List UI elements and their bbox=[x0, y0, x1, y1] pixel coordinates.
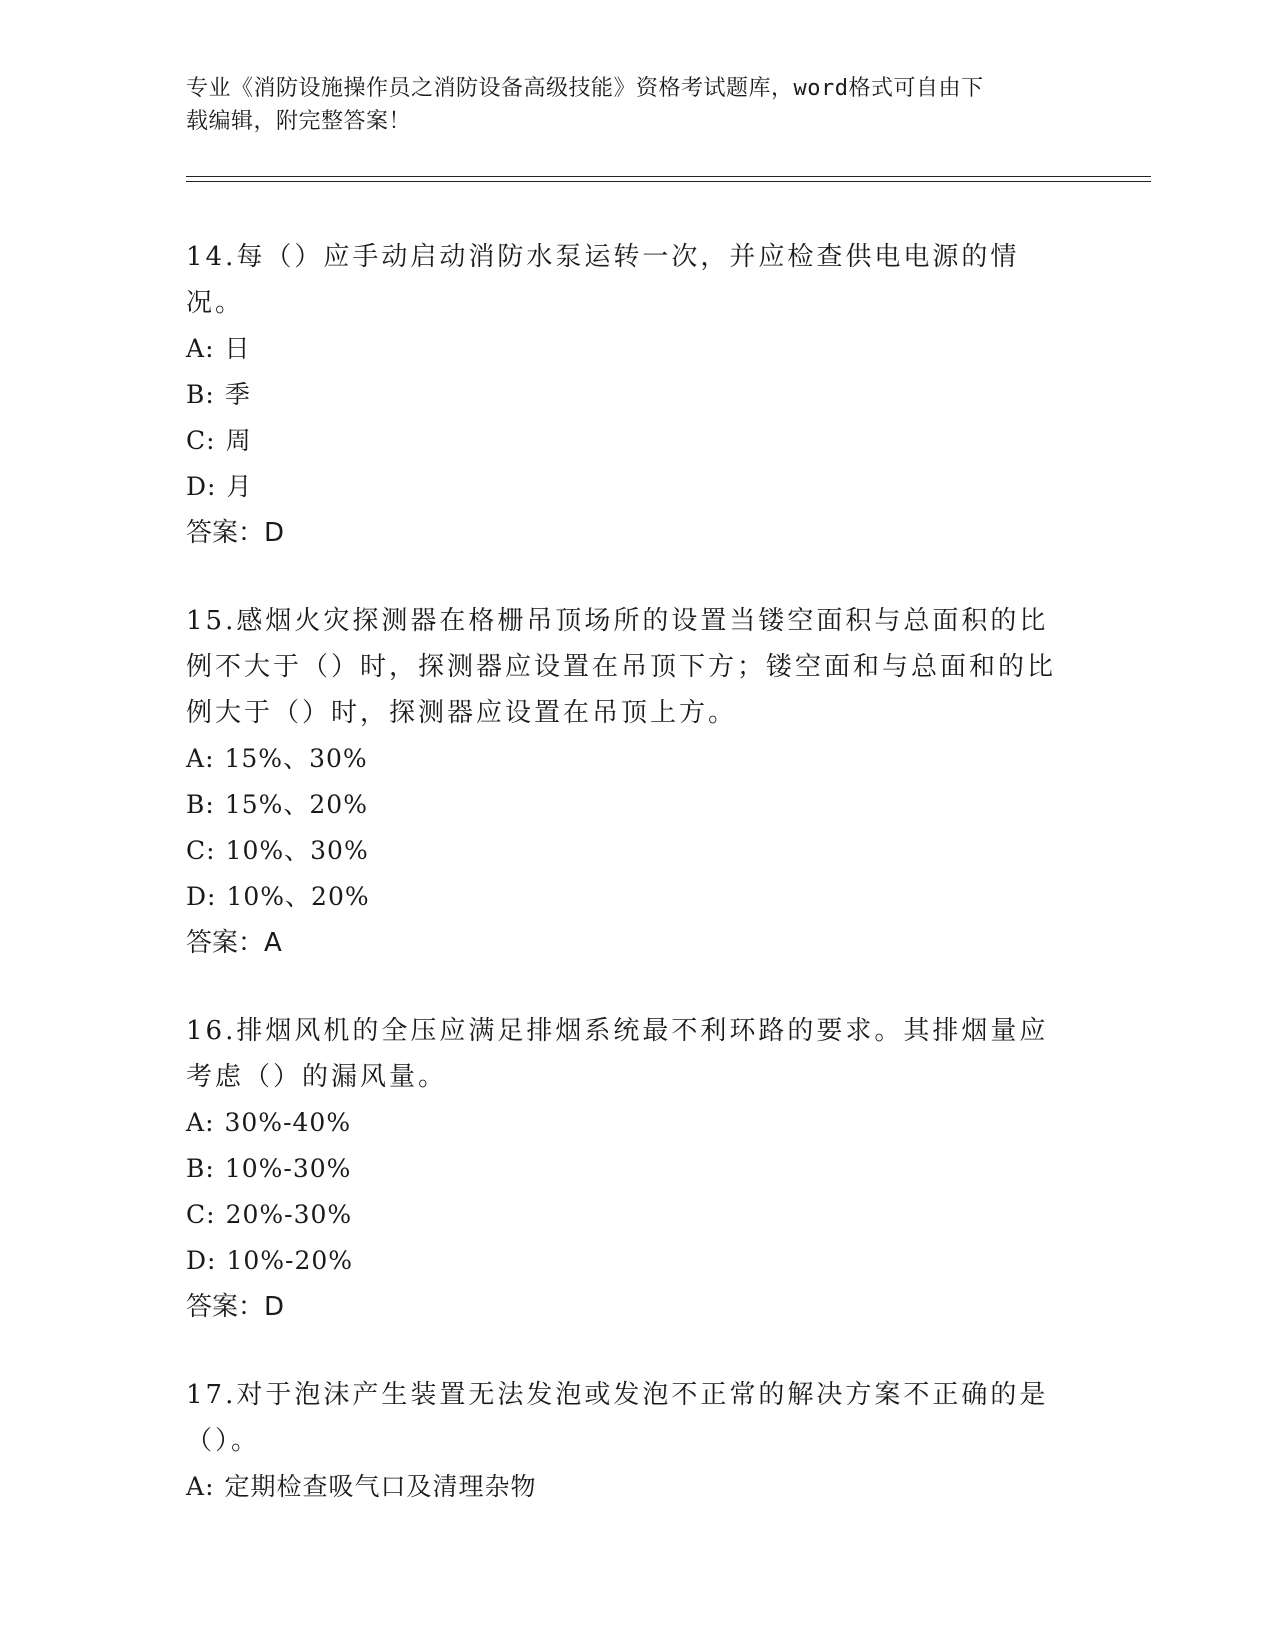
option-separator: : bbox=[207, 882, 217, 911]
question-16 bbox=[186, 1008, 1066, 1330]
header-line-1: 专业《消防设施操作员之消防设备高级技能》资格考试题库，word格式可自由下 bbox=[186, 76, 984, 101]
option-b bbox=[186, 1146, 1066, 1192]
option-separator: : bbox=[206, 1200, 216, 1229]
option-key: C bbox=[186, 1200, 207, 1229]
option-separator: : bbox=[205, 744, 215, 773]
header-line-2: 载编辑，附完整答案！ bbox=[186, 109, 412, 134]
question-17 bbox=[186, 1372, 1066, 1510]
option-text: 定期检查吸气口及清理杂物 bbox=[224, 1472, 537, 1501]
answer-line: 答案：D bbox=[186, 518, 285, 548]
document-header bbox=[186, 72, 1066, 138]
question-text: 14.每（）应手动启动消防水泵运转一次，并应检查供电电源的情况。 bbox=[186, 242, 1020, 318]
option-key: A bbox=[186, 1472, 206, 1501]
option-separator: : bbox=[205, 380, 215, 409]
option-a bbox=[186, 326, 1066, 372]
question-text: 17.对于泡沫产生装置无法发泡或发泡不正常的解决方案不正确的是（）。 bbox=[186, 1380, 1049, 1456]
option-b bbox=[186, 372, 1066, 418]
option-text: 15%、20% bbox=[224, 790, 368, 819]
option-a bbox=[186, 736, 1066, 782]
option-b bbox=[186, 782, 1066, 828]
option-key: B bbox=[186, 790, 206, 819]
option-separator: : bbox=[205, 1154, 215, 1183]
option-a bbox=[186, 1100, 1066, 1146]
question-15 bbox=[186, 598, 1066, 966]
option-text: 10%-30% bbox=[224, 1154, 352, 1183]
option-c bbox=[186, 828, 1066, 874]
option-text: 10%、20% bbox=[226, 882, 370, 911]
option-text: 20%-30% bbox=[225, 1200, 353, 1229]
option-text: 10%、30% bbox=[225, 836, 369, 865]
option-key: B bbox=[186, 1154, 206, 1183]
answer-line: 答案：A bbox=[186, 928, 282, 958]
header-divider bbox=[186, 176, 1151, 177]
option-text: 季 bbox=[224, 380, 251, 409]
option-key: C bbox=[186, 426, 207, 455]
option-text: 30%-40% bbox=[224, 1108, 352, 1137]
option-key: D bbox=[186, 1246, 208, 1275]
option-key: A bbox=[186, 1108, 206, 1137]
option-d bbox=[186, 874, 1066, 920]
option-separator: : bbox=[206, 836, 216, 865]
option-text: 10%-20% bbox=[226, 1246, 354, 1275]
question-list bbox=[186, 234, 1066, 1552]
option-key: A bbox=[186, 334, 206, 363]
option-separator: : bbox=[205, 1472, 215, 1501]
option-c bbox=[186, 418, 1066, 464]
option-a bbox=[186, 1464, 1066, 1510]
option-text: 15%、30% bbox=[224, 744, 368, 773]
option-text: 周 bbox=[225, 426, 252, 455]
option-separator: : bbox=[207, 1246, 217, 1275]
option-separator: : bbox=[207, 472, 217, 501]
option-d bbox=[186, 1238, 1066, 1284]
option-separator: : bbox=[205, 1108, 215, 1137]
answer-line: 答案：D bbox=[186, 1292, 285, 1322]
option-key: B bbox=[186, 380, 206, 409]
option-separator: : bbox=[206, 426, 216, 455]
header-divider-secondary bbox=[186, 181, 1151, 182]
option-text: 日 bbox=[224, 334, 251, 363]
question-text: 16.排烟风机的全压应满足排烟系统最不利环路的要求。其排烟量应考虑（）的漏风量。 bbox=[186, 1016, 1049, 1092]
option-key: A bbox=[186, 744, 206, 773]
option-separator: : bbox=[205, 334, 215, 363]
question-text: 15.感烟火灾探测器在格栅吊顶场所的设置当镂空面积与总面积的比例不大于（）时，探测器应设置在吊顶下方；镂空面和与总面和的比例大于（）时，探测器应设置在吊顶上方。 bbox=[186, 606, 1057, 728]
option-key: D bbox=[186, 882, 208, 911]
option-key: D bbox=[186, 472, 208, 501]
question-14 bbox=[186, 234, 1066, 556]
option-d bbox=[186, 464, 1066, 510]
option-separator: : bbox=[205, 790, 215, 819]
option-text: 月 bbox=[226, 472, 253, 501]
option-key: C bbox=[186, 836, 207, 865]
option-c bbox=[186, 1192, 1066, 1238]
